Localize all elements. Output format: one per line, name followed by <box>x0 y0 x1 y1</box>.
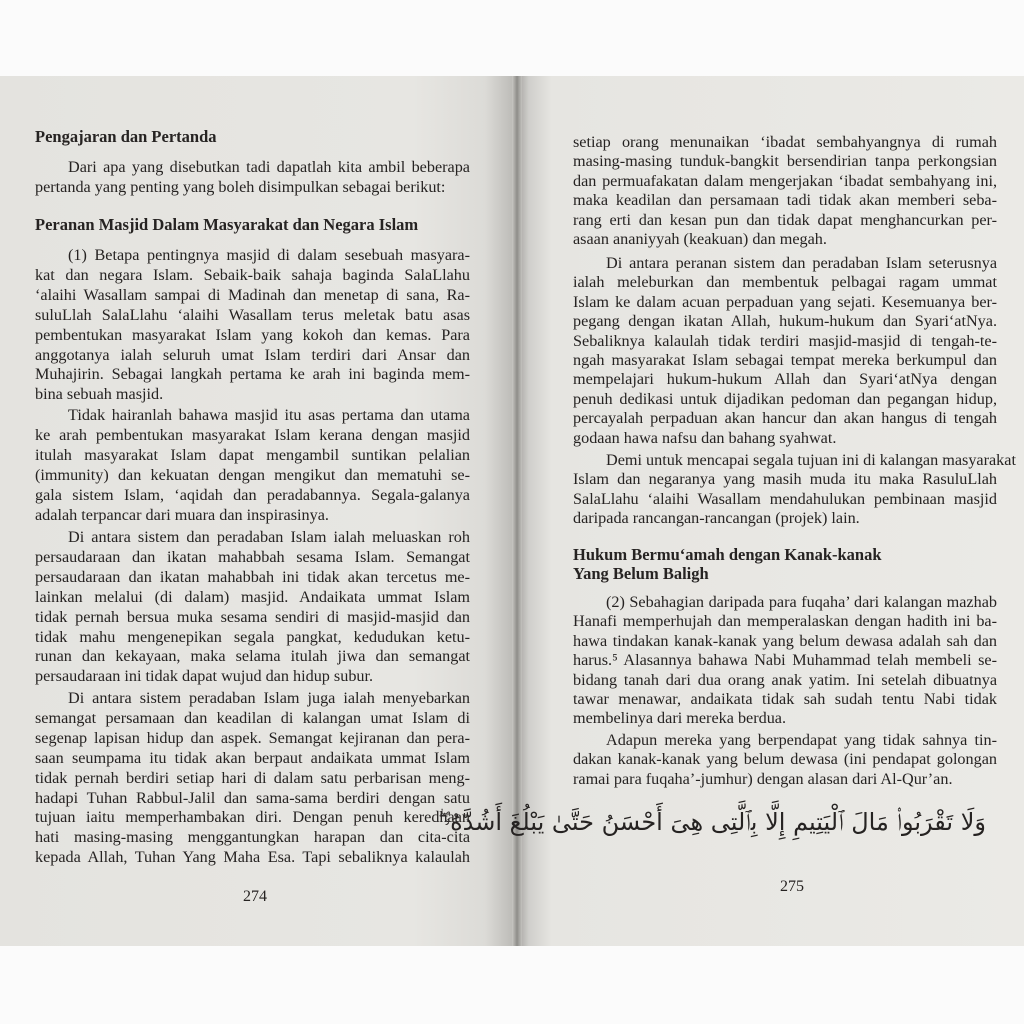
text-line: Islam ke dalam acuan perpaduan yang sejati. Kesemuanya ber- <box>573 292 997 311</box>
text-line: (2) Sebahagian daripada para fuqaha’ dari kalangan mazhab <box>606 593 997 611</box>
section-heading: Pengajaran dan Pertanda <box>35 127 217 146</box>
text-line: persaudaraan dan ikatan mahabbah sesama Islam. Semangat <box>35 547 470 566</box>
text-line: gala sistem Islam, ‘aqidah dan peradabannya. Segala-galanya <box>35 485 470 504</box>
text-line: pegang dengan ikatan Allah, hukum-hukum dan Syari‘atNya. <box>573 312 997 331</box>
text-line: tidak mahu mengenepikan segala pangkat, kedudukan ketu- <box>35 627 470 646</box>
text-line: ke arah pembentukan masyarakat Islam kerana dengan masjid <box>35 425 470 444</box>
text-line: bidang tanah dari dua orang anak yatim. Ini setelah dibuatnya <box>573 670 997 689</box>
text-line: maka keadilan dan persamaan tadi tidak akan memberi seba- <box>573 191 997 210</box>
text-line: setiap orang menunaikan ‘ibadat sembahyangnya di rumah <box>573 133 997 151</box>
text-line: (1) Betapa pentingnya masjid di dalam sesebuah masyara- <box>68 246 470 264</box>
text-line: Di antara sistem peradaban Islam juga ialah menyebarkan <box>68 689 470 707</box>
text-line: hawa tindakan kanak-kanak yang belum dewasa adalah sah dan <box>573 631 997 650</box>
text-line: runan dan kekayaan, maka selama itulah jiwa dan semangat <box>35 647 470 666</box>
text-line: tujuan iaitu memperhambakan diri. Dengan penuh keredhaan <box>35 808 470 827</box>
section-heading: Hukum Bermu‘amah dengan Kanak-kanak <box>573 545 882 564</box>
text-line: dan permuafakatan dalam mengerjakan ‘ibadat sembahyang ini, <box>573 171 997 190</box>
text-line: kat dan negara Islam. Sebaik-baik sahaja baginda SalaLlahu <box>35 265 470 284</box>
text-line: SalaLlahu ‘alaihi Wasallam mendahulukan pembinaan masjid <box>573 489 997 508</box>
text-line: tawar menawar, andaikata tidak sah sudah tentu Nabi tidak <box>573 690 997 708</box>
text-line: hadapi Tuhan Rabbul-Jalil dan sama-sama berdiri dengan satu <box>35 788 470 807</box>
text-line: Di antara peranan sistem dan peradaban Islam seterusnya <box>606 254 997 272</box>
text-line: percayalah perpaduan akan hancur dan akan hangus di tengah <box>573 409 997 428</box>
section-heading: Peranan Masjid Dalam Masyarakat dan Negara Islam <box>35 215 419 234</box>
text-line: ramai para fuqaha’-jumhur) dengan alasan dari Al-Qur’an. <box>573 769 953 788</box>
text-line: ‘alaihi Wasallam sampai di Madinah dan menetap di sana, Ra- <box>35 285 470 304</box>
text-line: pembentukan masyarakat Islam yang kokoh dan kemas. Para <box>35 325 470 344</box>
text-line: dakan kanak-kanak yang belum dewasa (ini pendapat golongan <box>573 750 997 769</box>
text-line: Sebaliknya kalaulah tidak terdiri masjid-masjid di tengah-te- <box>573 331 997 350</box>
text-line: suluLlah SalaLlahu ‘alaihi Wasallam terus meletak batu asas <box>35 305 470 324</box>
text-line: godaan hawa nafsu dan bahang syahwat. <box>573 428 837 447</box>
text-line: Tidak hairanlah bahawa masjid itu asas pertama dan utama <box>68 406 470 424</box>
text-line: penuh dedikasi untuk dijadikan pedoman dan pegangan hidup, <box>573 389 997 408</box>
text-line: Dari apa yang disebutkan tadi dapatlah kita ambil beberapa <box>68 158 470 176</box>
text-line: semangat persamaan dan keadilan di kalangan umat Islam di <box>35 708 470 727</box>
text-line: membelinya dari mereka berdua. <box>573 709 787 728</box>
section-heading: Yang Belum Baligh <box>573 564 709 583</box>
text-line: Adapun mereka yang berpendapat yang tidak sahnya tin- <box>606 731 997 749</box>
page-number-right: 275 <box>780 878 804 895</box>
text-line: tidak pernah berdiri setiap hari di dalam satu perbarisan meng- <box>35 768 470 787</box>
text-line: harus.⁵ Alasannya bahawa Nabi Muhammad telah membeli se- <box>573 651 997 670</box>
text-line: persaudaraan ini tidak dapat wujud dan hidup subur. <box>35 667 374 686</box>
text-line: asaan ananiyyah (keakuan) dan megah. <box>573 230 827 248</box>
text-line: daripada rancangan-rancangan (projek) lain. <box>573 509 860 528</box>
text-line: Di antara sistem dan peradaban Islam ialah meluaskan roh <box>68 528 470 546</box>
text-line: itulah masyarakat Islam dapat mengambil suntikan pelalian <box>35 445 470 464</box>
text-line: tidak pernah bersua muka sesama sendiri di masjid-masjid dan <box>35 607 470 626</box>
text-line: (immunity) dan kekuatan dengan mengikut dan mematuhi se- <box>35 465 470 484</box>
text-line: Islam dan negaranya yang masih muda itu maka RasuluLlah <box>573 470 997 489</box>
text-line: saan seumpama itu tidak akan berpaut andaikata ummat Islam <box>35 748 470 767</box>
text-line: Muhajirin. Sebagai langkah pertama ke arah ini baginda mem- <box>35 365 470 384</box>
text-line: mempelajari hukum-hukum Allah dan Syari‘atNya dengan <box>573 370 997 389</box>
text-line: bina sebuah masjid. <box>35 385 164 404</box>
text-line: adalah terpancar dari muara dan inspirasinya. <box>35 505 329 524</box>
text-line: Hanafi memperhujah dan memperalaskan dengan hadith ini ba- <box>573 612 997 631</box>
text-line: rang erti dan kesan pun dan tidak dapat menghancurkan per- <box>573 210 997 229</box>
text-line: masing-masing tunduk-bangkit bersendirian tanpa perkongsian <box>573 152 997 171</box>
text-line: persaudaraan dan ikatan mahabbah ini tidak akan tercetus me- <box>35 567 470 586</box>
text-line: lainkan melalui (di dalam) masjid. Andaikata ummat Islam <box>35 587 470 606</box>
text-line: pertanda yang penting yang boleh disimpulkan sebagai berikut: <box>35 177 446 196</box>
text-line: ialah meleburkan dan membentuk pelbagai ragam ummat <box>573 273 997 292</box>
text-line: Demi untuk mencapai segala tujuan ini di kalangan masyarakat <box>606 451 1016 469</box>
text-line: anggotanya ialah seluruh umat Islam terdiri dari Ansar dan <box>35 345 470 364</box>
quran-verse: وَلَا تَقْرَبُوا۟ مَالَ ٱلْيَتِيمِ إِلَّا بِٱلَّتِى هِىَ أَحْسَنُ حَتَّىٰ يَبْلُغَ أَشُدَّهُۥ ۖ <box>438 808 986 836</box>
text-line: ngah masyarakat Islam sebagai tempat mereka berkumpul dan <box>573 351 997 369</box>
page-number-left: 274 <box>243 888 267 905</box>
text-line: segenap lapisan hidup dan aspek. Semangat kejiranan dan pera- <box>35 728 470 747</box>
text-line: kepada Allah, Tuhan Yang Maha Esa. Tapi sebaliknya kalaulah <box>35 848 470 867</box>
text-line: hati masing-masing menggantungkan harapan dan cita-cita <box>35 828 470 847</box>
